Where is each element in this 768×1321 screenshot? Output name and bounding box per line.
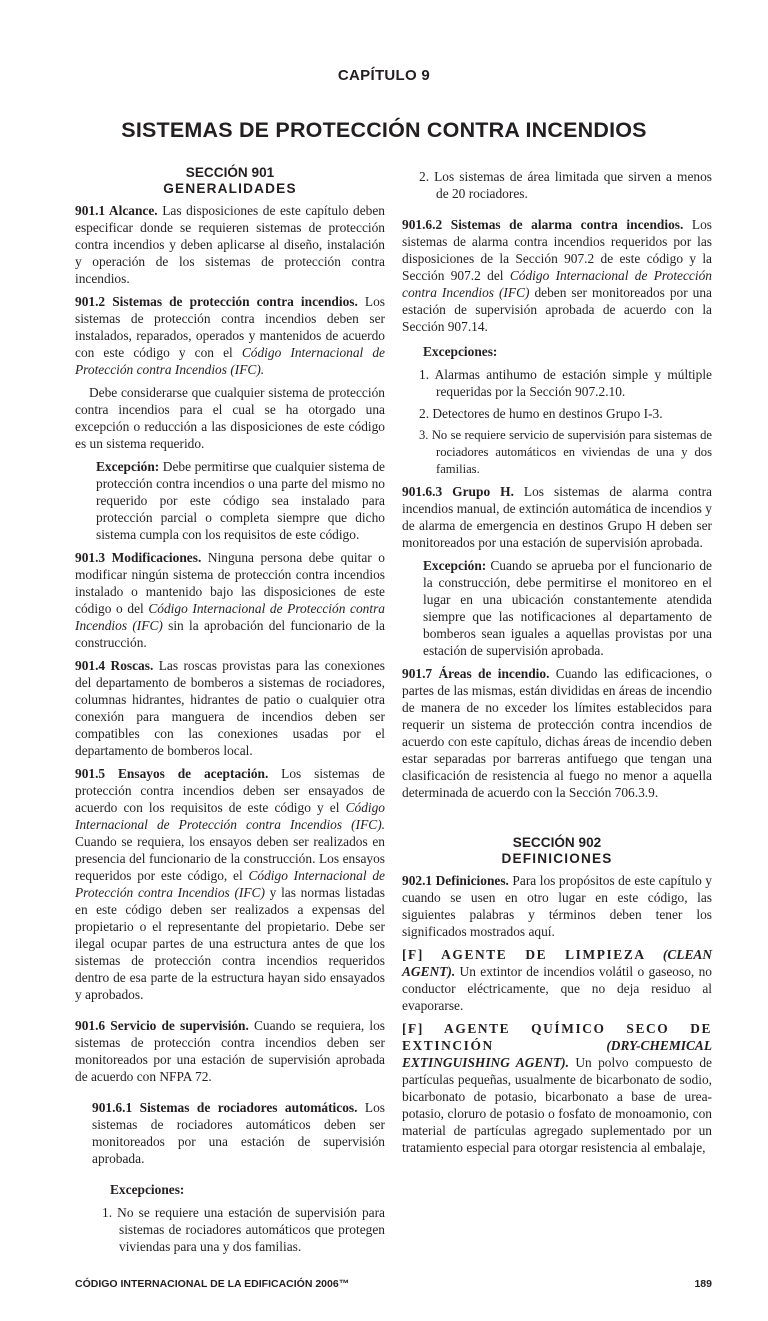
section-lead: 901.7 Áreas de incendio. bbox=[402, 666, 550, 681]
body-text: 1. No se requiere una estación de supervisión para sistemas de rociadores automáticos que protegen viviendas para una y dos familias. bbox=[102, 1205, 385, 1254]
body-text: Los sistemas de rociadores automáticos deben ser monitoreados por una estación de supervisión aprobada. bbox=[92, 1100, 385, 1166]
section-title: GENERALIDADES bbox=[163, 181, 297, 196]
paragraph bbox=[75, 202, 385, 287]
exception-paragraph bbox=[423, 557, 712, 659]
body-text: Los sistemas de alarma contra incendios requeridos por las disposiciones de la Sección 907.2 de este código y la Sección 907.2 del bbox=[402, 217, 712, 283]
body-text: Un extintor de incendios volátil o gaseoso, no conductor eléctricamente, que no deja residuo al evaporarse. bbox=[402, 964, 712, 1013]
paragraph bbox=[75, 293, 385, 378]
section-lead: Excepciones: bbox=[110, 1182, 185, 1197]
section-lead: [F] AGENTE QUÍMICO SECO DE EXTINCIÓN bbox=[402, 1021, 712, 1053]
paragraph bbox=[402, 1020, 712, 1156]
emphasis-text: Código Internacional de Protección contra Incendios (IFC). bbox=[75, 800, 385, 832]
body-text: Los sistemas de protección contra incendios deben ser ensayados de acuerdo con los requisitos de este código y el bbox=[75, 766, 385, 815]
section-lead: 901.6.3 Grupo H. bbox=[402, 484, 514, 499]
body-text: Ninguna persona debe quitar o modificar ningún sistema de protección contra incendios instalado o mantenido bajo las disposiciones de este código o del bbox=[75, 550, 385, 616]
list-item bbox=[102, 1204, 385, 1255]
chapter-number: CAPÍTULO 9 bbox=[337, 67, 431, 84]
section-lead: Excepción: bbox=[96, 459, 160, 474]
section-heading bbox=[402, 835, 712, 867]
body-text: 2. Detectores de humo en destinos Grupo I-3. bbox=[419, 406, 663, 421]
body-text: Cuando se aprueba por el funcionario de la construcción, debe permitirse el monitoreo en el lugar en una ubicación constantemente atendida siempre que las notificaciones al departamento de bomberos sean iguales a aquellas provistas por una estación de supervisión aprobada. bbox=[423, 558, 712, 658]
body-text: 3. No se requiere servicio de supervisión para sistemas de rociadores automáticos en viviendas de una y dos familias. bbox=[419, 428, 712, 476]
text-columns bbox=[75, 157, 712, 1260]
left-column bbox=[75, 165, 385, 1260]
body-text: Para los propósitos de este capítulo y cuando se usen en otro lugar en este código, las siguientes palabras y términos deben tener los significados mostrados aquí. bbox=[402, 873, 712, 939]
body-text: Un polvo compuesto de partículas pequeñas, usualmente de bicarbonato de sodio, bicarbonato de potasio, bicarbonato a base de urea-potasio, cloruro de potasio o fosfato de monoamonio, con material de partículas agregado suplementado por un tratamiento especial para otorgar resistencia al embalaje, bbox=[402, 1055, 712, 1155]
page-number: 189 bbox=[694, 1278, 712, 1290]
body-text: Las roscas provistas para las conexiones del departamento de bomberos a sistemas de rociadores, columnas hidrantes, hidrantes de patio o cualquier otra conexión para manguera de incendios deben ser compatibles con las conexiones usadas por el departamento de bomberos local. bbox=[75, 658, 385, 758]
body-text: Cuando se requiera, los ensayos deben ser realizados en presencia del funcionario de la construcción. Los ensayos requeridos por este código, el bbox=[75, 834, 385, 883]
list-item bbox=[419, 366, 712, 400]
section-number: SECCIÓN 901 bbox=[185, 165, 275, 180]
emphasis-text: Código Internacional de Protección contra Incendios (IFC) bbox=[75, 868, 385, 900]
body-text: y las normas listadas en este código deben ser realizados a expensas del propietario o el representante del propietario. Debe ser ilegal ocupar partes de una estructura antes de que los sistemas de protección contra incendios requeridos dentro de esa parte de la estructura hayan sido ensayados y aprobados. bbox=[75, 885, 385, 1002]
body-text: Los sistemas de alarma contra incendios manual, de extinción automática de incendios y de alarma de emergencia en destinos Grupo H deben ser monitoreados por una estación de supervisión aprobada. bbox=[402, 484, 712, 550]
emphasis-text: Código Internacional de Protección contra Incendios (IFC) bbox=[75, 601, 385, 633]
exception-paragraph bbox=[96, 458, 385, 543]
body-text: Las disposiciones de este capítulo deben especificar donde se requieren sistemas de protección contra incendios y deben aplicarse al diseño, instalación y operación de los sistemas de protección contra incendios. bbox=[75, 203, 385, 286]
paragraph bbox=[75, 384, 385, 452]
section-lead: 902.1 Definiciones. bbox=[402, 873, 509, 888]
paragraph bbox=[75, 765, 385, 1003]
emphasis-text: Código Internacional de Protección contra Incendios (IFC). bbox=[75, 345, 385, 377]
section-lead: 901.2 Sistemas de protección contra incendios. bbox=[75, 294, 358, 309]
body-text: Los sistemas de protección contra incendios deben ser instalados, reparados, operados y mantenidos de acuerdo con este código y con el bbox=[75, 294, 385, 360]
chapter-title: SISTEMAS DE PROTECCIÓN CONTRA INCENDIOS bbox=[121, 118, 647, 142]
body-text: Debe permitirse que cualquier sistema de protección contra incendios o una parte del mismo no requerido por este código sea instalado para protección parcial o completa siempre que dicho sistema cumpla con los requisitos de este código. bbox=[96, 459, 385, 542]
body-text: Cuando se requiera, los sistemas de protección contra incendios deben ser monitoreados por una estación de supervisión aprobada de acuerdo con NFPA 72. bbox=[75, 1018, 385, 1084]
list-item bbox=[419, 168, 712, 202]
section-lead: 901.4 Roscas. bbox=[75, 658, 154, 673]
section-title: DEFINICIONES bbox=[501, 851, 613, 866]
paragraph bbox=[92, 1099, 385, 1167]
section-lead: 901.6.1 Sistemas de rociadores automáticos. bbox=[92, 1100, 358, 1115]
body-text: Cuando las edificaciones, o partes de las mismas, están divididas en áreas de incendio de manera de no exceder los límites establecidos para requerir un sistema de protección contra incendios de acuerdo con este capítulo, dichas áreas de incendio deben estar separadas por barreras antifuego que tengan una clasificación de resistencia al fuego no menor a aquella determinada de acuerdo con la Sección 706.3.9. bbox=[402, 666, 712, 800]
body-text: sin la aprobación del funcionario de la construcción. bbox=[75, 618, 385, 650]
paragraph bbox=[402, 872, 712, 940]
book-title: CÓDIGO INTERNACIONAL DE LA EDIFICACIÓN 2006™ bbox=[75, 1278, 350, 1290]
exception-paragraph bbox=[110, 1181, 385, 1198]
list-item bbox=[419, 427, 712, 478]
paragraph bbox=[75, 1017, 385, 1085]
emphasis-text: (CLEAN AGENT). bbox=[402, 947, 712, 979]
section-number: SECCIÓN 902 bbox=[512, 835, 602, 850]
section-lead: 901.5 Ensayos de aceptación. bbox=[75, 766, 269, 781]
body-text: deben ser monitoreados por una estación de supervisión aprobada de acuerdo con la Sección 907.14. bbox=[402, 285, 712, 334]
emphasis-text: (DRY-CHEMICAL EXTINGUISHING AGENT). bbox=[402, 1038, 712, 1070]
emphasis-text: Código Internacional de Protección contra Incendios (IFC) bbox=[402, 268, 712, 300]
list-item bbox=[419, 405, 712, 422]
body-text: Debe considerarse que cualquier sistema de protección contra incendios para el cual se ha otorgado una excepción o reducción a las disposiciones de este código es un sistema requerido. bbox=[75, 385, 385, 451]
section-lead: 901.3 Modificaciones. bbox=[75, 550, 202, 565]
section-lead: Excepción: bbox=[423, 558, 487, 573]
section-lead: [F] AGENTE DE LIMPIEZA bbox=[402, 947, 663, 962]
section-lead: 901.1 Alcance. bbox=[75, 203, 158, 218]
section-lead: 901.6 Servicio de supervisión. bbox=[75, 1018, 249, 1033]
paragraph bbox=[402, 946, 712, 1014]
body-text: 2. Los sistemas de área limitada que sirven a menos de 20 rociadores. bbox=[419, 169, 712, 201]
right-column bbox=[402, 168, 712, 1162]
paragraph bbox=[402, 483, 712, 551]
exception-paragraph bbox=[423, 343, 712, 360]
section-lead: 901.6.2 Sistemas de alarma contra incendios. bbox=[402, 217, 684, 232]
paragraph bbox=[75, 657, 385, 759]
body-text: 1. Alarmas antihumo de estación simple y múltiple requeridas por la Sección 907.2.10. bbox=[419, 367, 712, 399]
paragraph bbox=[402, 216, 712, 335]
paragraph bbox=[75, 549, 385, 651]
page-footer bbox=[75, 1260, 712, 1291]
section-lead: Excepciones: bbox=[423, 344, 498, 359]
section-heading bbox=[75, 165, 385, 197]
paragraph bbox=[402, 665, 712, 801]
